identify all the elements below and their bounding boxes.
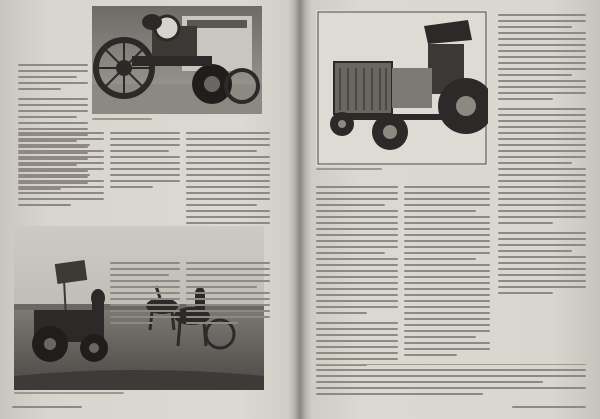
- caption-tractor-grille: [316, 168, 382, 174]
- photo-tractor-front: [92, 6, 262, 114]
- column-text-right-page-2: [404, 186, 490, 360]
- column-text-right-2: [186, 262, 270, 328]
- column-text-middle-2: [110, 262, 180, 328]
- running-head-left: [12, 406, 82, 412]
- book-gutter: [288, 0, 312, 419]
- footnotes: [316, 364, 586, 399]
- column-text-left: [18, 132, 104, 210]
- column-text-right-page-1: [316, 186, 398, 370]
- photo-tractor-grille: [316, 10, 488, 166]
- caption-field-scene: [14, 392, 124, 398]
- photo-tractor-front-image: [92, 6, 262, 114]
- photo-tractor-grille-image: [316, 10, 488, 166]
- caption-tractor-front: [92, 118, 152, 124]
- column-text-right-page-top: [498, 14, 586, 298]
- column-text-middle: [110, 132, 180, 192]
- running-head-right: [512, 406, 586, 412]
- column-text-right: [186, 132, 270, 234]
